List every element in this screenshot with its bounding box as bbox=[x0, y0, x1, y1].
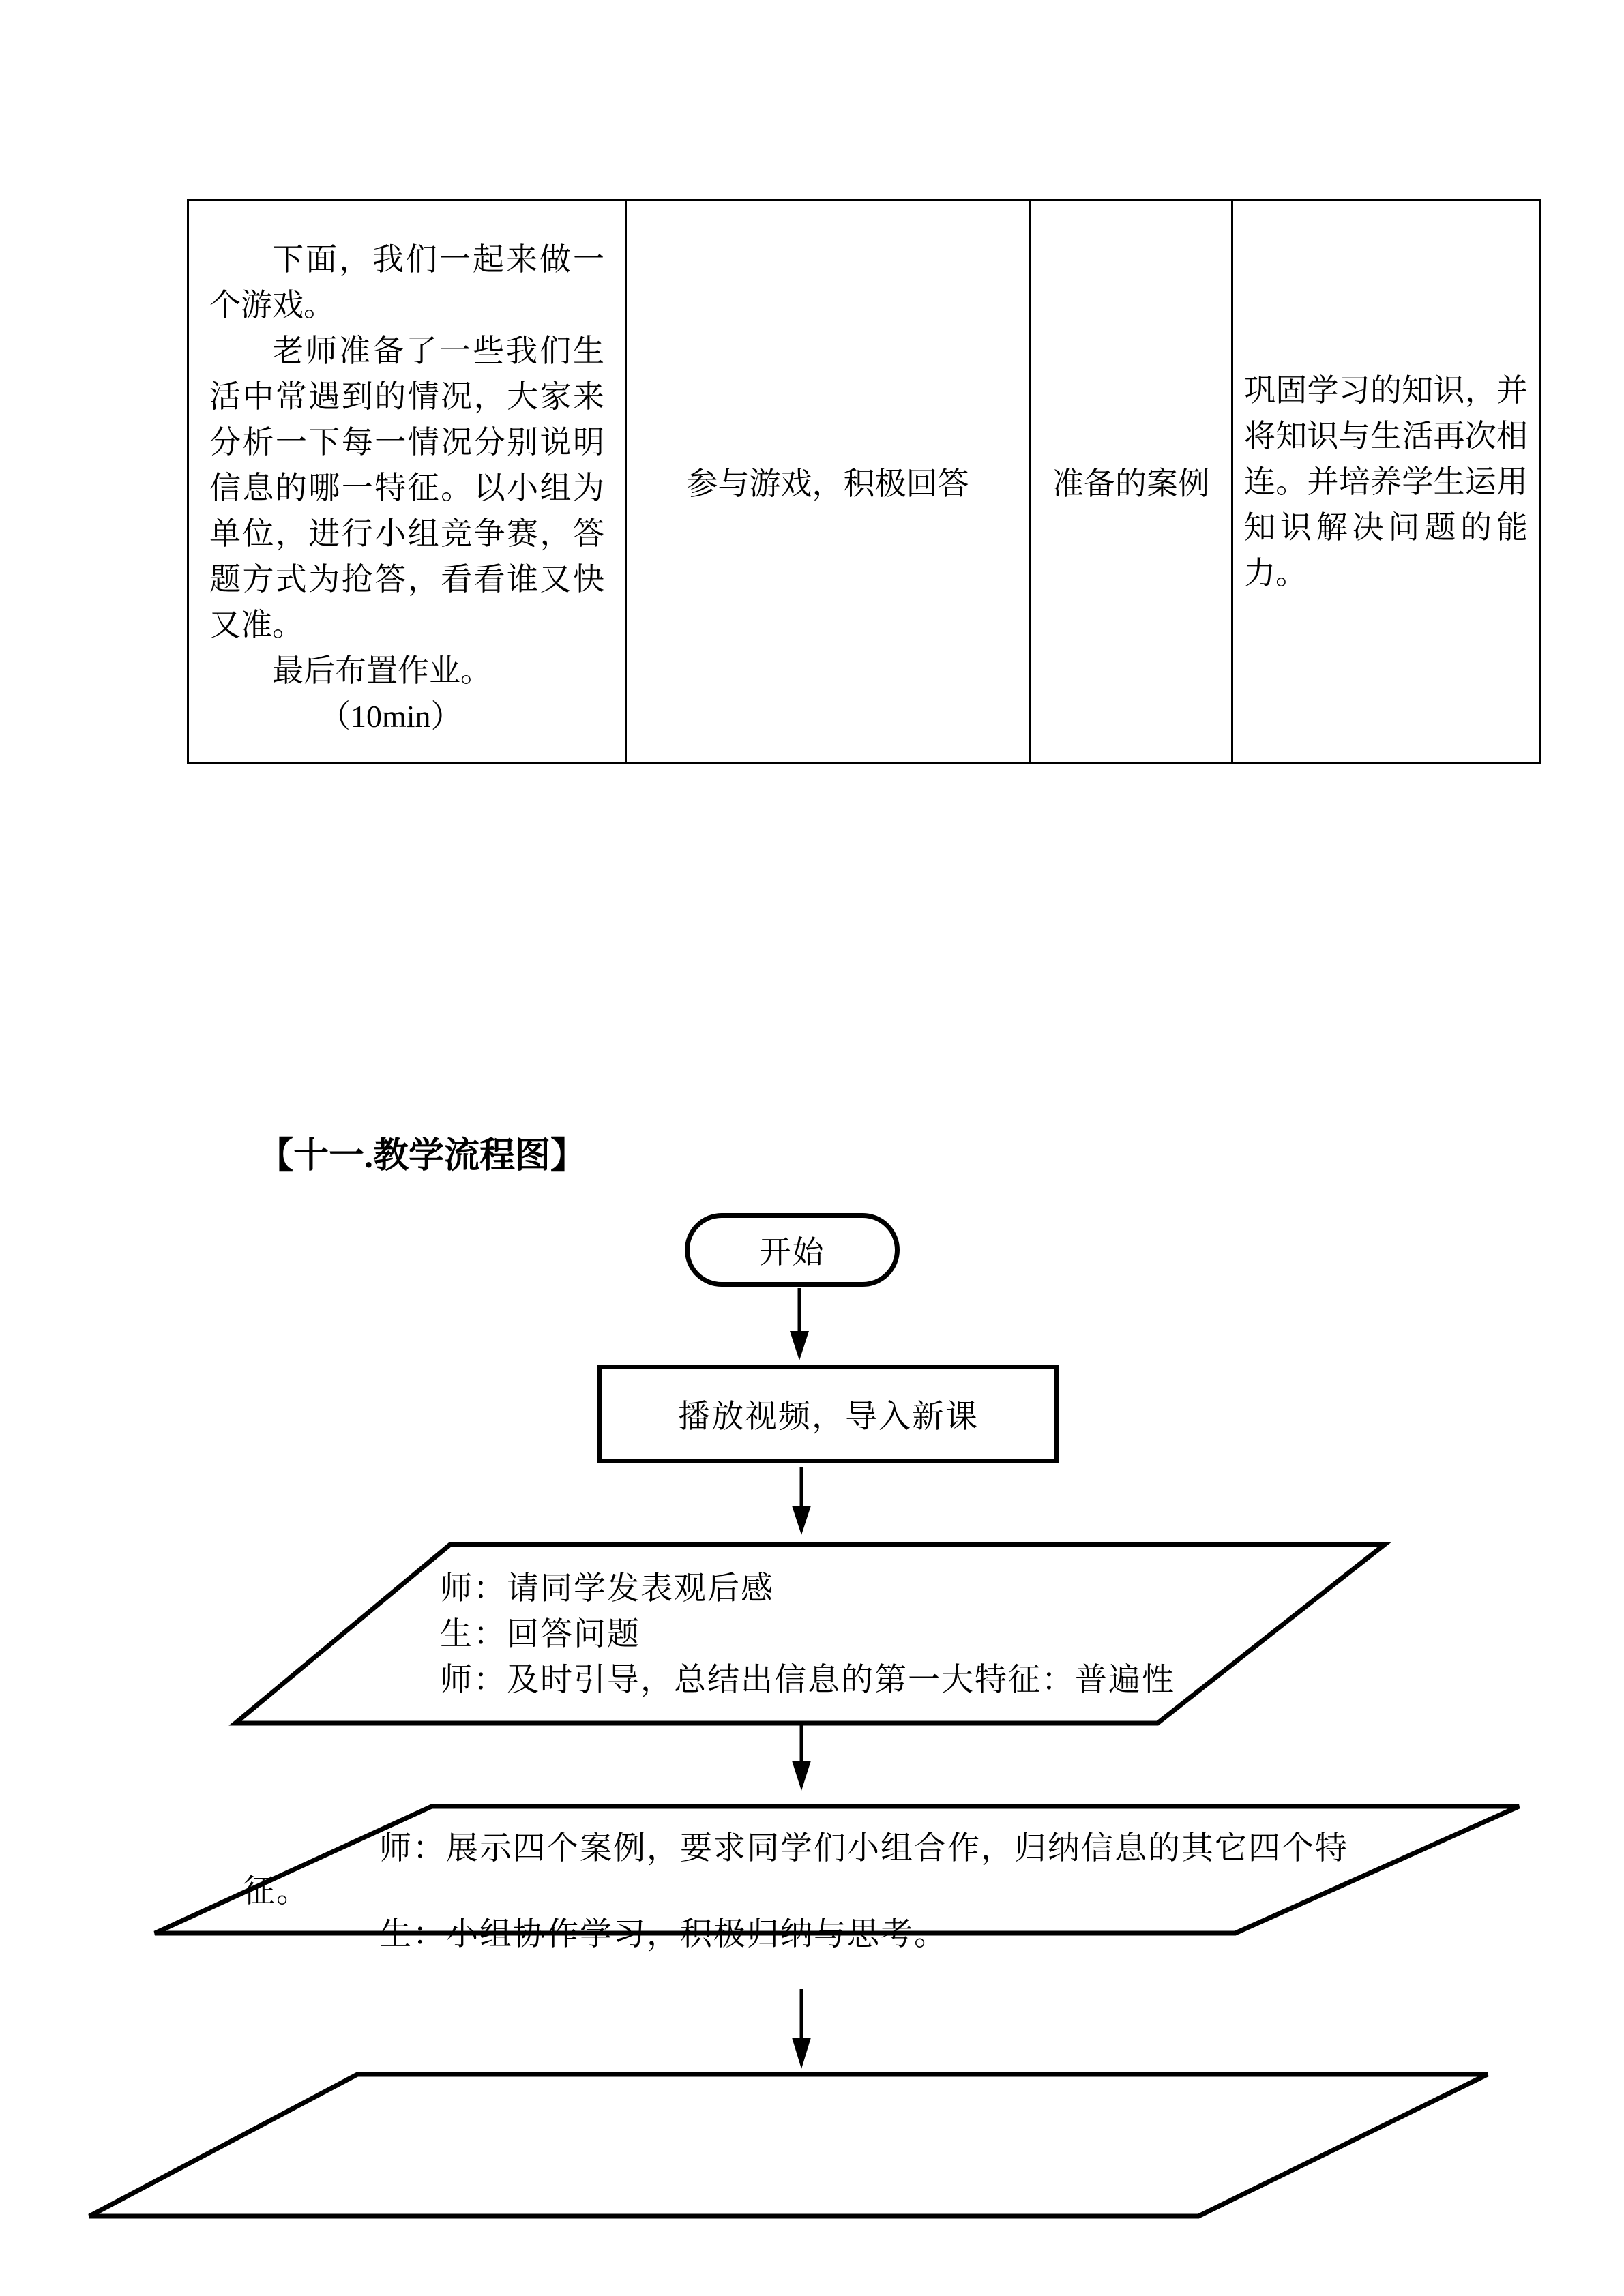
media-resources-text: 准备的案例 bbox=[1052, 466, 1209, 501]
flow-arrow-2 bbox=[792, 1467, 811, 1535]
section-heading: 【十一.教学流程图】 bbox=[258, 1137, 587, 1176]
discussion-line: 生：回答问题 bbox=[440, 1617, 640, 1652]
discussion-line: 师：请同学发表观后感 bbox=[440, 1571, 774, 1607]
process-step-video bbox=[597, 1365, 1059, 1463]
teacher-activity-paragraph: 最后布置作业。 bbox=[272, 653, 492, 688]
case-line: 师：展示四个案例，要求同学们小组合作，归纳信息的其它四个特 bbox=[379, 1831, 1348, 1866]
flow-arrow-1 bbox=[790, 1288, 809, 1360]
flow-arrow-4 bbox=[792, 1989, 811, 2069]
io-case-parallelogram bbox=[155, 1806, 1519, 1933]
flow-arrow-3 bbox=[792, 1725, 811, 1791]
discussion-text-block bbox=[440, 1566, 1175, 1703]
case-line-student: 生：小组协作学习，积极归纳与思考。 bbox=[379, 1917, 947, 1952]
io-empty-parallelogram bbox=[89, 2074, 1488, 2216]
design-intent-text: 巩固学习的知识，并将知识与生活再次相连。并培养学生运用知识解决问题的能力。 bbox=[1244, 372, 1528, 591]
case-line-wrap: 征。 bbox=[243, 1874, 310, 1909]
process-step-label: 播放视频，导入新课 bbox=[678, 1399, 979, 1435]
duration-note: （10min） bbox=[319, 699, 462, 734]
teacher-activity-paragraph: 下面，我们一起来做一个游戏。 bbox=[209, 242, 604, 323]
start-label: 开始 bbox=[759, 1235, 825, 1270]
student-activity-text: 参与游戏，积极回答 bbox=[686, 466, 969, 501]
start-terminator bbox=[685, 1213, 900, 1287]
discussion-line: 师：及时引导，总结出信息的第一大特征：普遍性 bbox=[440, 1663, 1175, 1698]
teacher-activity-paragraph: 老师准备了一些我们生活中常遇到的情况，大家来分析一下每一情况分别说明信息的哪一特征。以小组为单位，进行小组竞争赛，答题方式为抢答，看看谁又快又准。 bbox=[209, 333, 604, 642]
